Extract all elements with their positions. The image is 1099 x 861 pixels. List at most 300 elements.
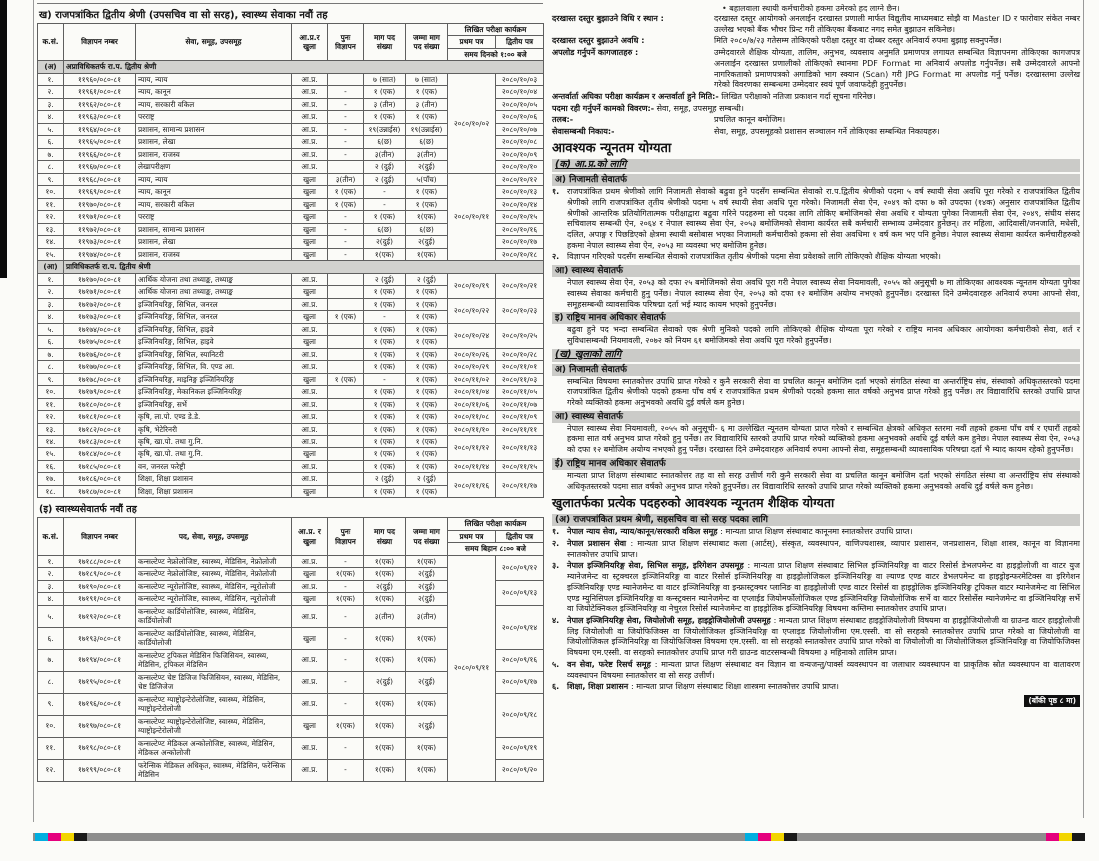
cell-post: आर्थिक योजना तथा तथ्याङ्क, तथ्याङ्क: [136, 286, 292, 298]
cell-demand: २ (दुई): [364, 273, 406, 285]
right-page-rule: [1083, 0, 1084, 818]
cell-second: २०८०/११/०३: [496, 373, 544, 385]
cell-adv: १७१८७/०८०-८१: [64, 485, 136, 497]
cell-post: प्रशासन, लेखा: [136, 136, 292, 148]
cell-first: २०८०/११/०६: [448, 398, 496, 410]
cell-first: २०८०/११/१६: [448, 473, 496, 498]
cell-demand: १(एक): [364, 248, 406, 260]
cell-total: १ (एक): [406, 348, 448, 360]
cell-post: परराष्ट्र: [136, 211, 292, 223]
open-nhrc-text: मान्यता प्राप्त शिक्षण संस्थाबाट स्नातकोत्तर तह वा सो सरह उत्तीर्ण गरी कुनै सरकारी सेवा वा प्रचलित कानून बमोजिम दर्ता भएको संगठित संस्था वा अन्तर्राष्ट्रिय संघ संस्थाको अधिकृतस्तरको पदमा सात वर्षको अनुभव प्राप्त गरेको हुनुपर्नेछ। तर विद्यावारिधि स्तरको उपाधि प्राप्त गरेको व्यक्तिको हकमा अनुभवको अवधि दुई वर्षले कम हुनेछ।: [567, 470, 1080, 491]
item-number: ५.: [552, 659, 560, 669]
cell-total: १ (एक): [406, 111, 448, 123]
item-text: राजपत्रांकित प्रथम श्रेणीको लागि निजामती सेवाको बढुवा हुने पदसँग सम्बन्धित सेवाको रा.प.द्वितीय श्रेणीको पदमा ५ वर्ष स्थायी सेवा अवधि पूरा गरेको र राजपत्रांकित द्वितीय श्रेणीको लागि राजपत्रांकित तृतीय श्रेणीको पदमा ५ वर्ष स्थायी सेवा अवधि पूरा गरेको। निजामती सेवा ऐन, २०४९ को दफा ७ को उपदफा (१४क) अनुसार राजपत्रांकित द्वितीय श्रेणीको आन्तरिक प्रतियोगितात्मक परीक्षाद्वारा बढुवा गरिने पदहरुमा सो पदका लागि तोकिए बमोजिमको सेवा अवधि र योग्यता पुगेका निजामती सेवा ऐन, २०४९, संघीय संसद सचिवालय सम्बन्धी ऐन, २०६४ र नेपाल स्वास्थ्य सेवा ऐन, २०५३ बमोजिमको सेवामा कार्यरत सबै कर्मचारी सम्भाव्य उम्मेदवार हुनेछन्। तर महिला, आदिवासी/जनजाति, मधेसी, दलित, अपाङ्ग र पिछडिएको क्षेत्रमा स्थायी बसोबास भएका निजामती कर्मचारीको हकमा सो सेवा अवधिमा १ वर्ष कम भए पनि हुनेछ। नेपाल स्वास्थ्य सेवामा कार्यरत कर्मचारीहरुको हकमा नेपाल स्वास्थ्य सेवा ऐन, २०५३ मा व्यवस्था भए बमोजिम हुनेछ।: [567, 187, 1080, 250]
cell-type: आ.प्र.: [292, 737, 328, 759]
cell-readv: [328, 411, 364, 423]
cell-second: २०८०/१०/२५: [496, 323, 544, 348]
vacancy-table-civil: [37, 23, 544, 498]
table-row: [38, 411, 544, 423]
job-description-label: पदमा रही गर्नुपर्ने कामको विवरण:-: [552, 103, 655, 113]
cell-total: ३ (तीन): [406, 98, 448, 110]
cell-sn: ८.: [38, 671, 64, 693]
apra-nhrc-text: बढुवा हुने पद भन्दा सम्बन्धित सेवाको एक श्रेणी मुनिको पदको लागि तोकिएको शैक्षिक योग्यता पूरा गरेको र राष्ट्रिय मानव अधिकार आयोगका कर्मचारीको सेवा, शर्त र सुविधासम्बन्धी नियमावली, २०७२ को नियम ६१ बमोजिमको सेवा अवधि पूरा गरेको हुनुपर्नेछ।: [567, 325, 1080, 346]
cell-post: कृषि, खा.पो. तथा गु.नि.: [136, 448, 292, 460]
cell-readv: -: [328, 236, 364, 248]
apra-civil-item-2: [552, 252, 1080, 263]
cell-sn: ८.: [38, 161, 64, 173]
item-description: : मान्यता प्राप्त शिक्षण संस्थाबाट सिभिल इञ्जिनियरिङ्ग वा वाटर रिसोर्स डेभलपमेन्ट वा हाइड्रोलोजी वा वाटर युज म्यानेजमेन्ट वा स्ट्रक्चरल इञ्जिनियरिङ्ग वा वाटर रिसोर्स इञ्जिनियरिङ्ग वा हाइड्रोलोजिकल इञ्जिनियरिङ्ग वा ल्याण्ड एण्ड वाटर डेभलपमेन्ट वा हाइड्रोइन्फरमेटिक्स वा इरिगेशन इञ्जिनियरिङ्ग एण्ड म्यानेजमेन्ट वा वाटर इञ्जिनियरिङ्ग वा इन्फ्रास्ट्रक्चर प्लानिङ वा हाइड्रोलोजी एण्ड वाटर रिसोर्स वा हाइड्रोलिक इञ्जिनियरिङ्ग ट्रपिकल वाटर म्यानेजमेन्ट वा सिभिल एण्ड म्युनिसिपल इञ्जिनियरिङ्ग वा कन्स्ट्रक्सन म्यानेजमेन्ट वा एप्लाईड जियोमर्फोलोजिकल एण्ड इञ्जिनियरिङ्ग जियोलोजिक सर्भे वा वाटर रिसोर्सेस म्यानेजमेन्ट वा इञ्जिनियरिङ्ग सर्भे वा जियोटेक्निकल इञ्जिनियरिङ्ग वा नेचुरल रिसोर्स म्यानेजमेन्ट वा हाइड्रोलिक इञ्जिनियरिङ्ग विषयमा कम्तिमा स्नातकोत्तर उपाधि प्राप्त।: [567, 561, 1080, 614]
cell-adv: १७१८६/०८०-८१: [64, 473, 136, 485]
cell-sn: २.: [38, 286, 64, 298]
cell-adv: १७१८५/०८०-८१: [64, 460, 136, 472]
cell-total: १९(उन्नाईस): [406, 123, 448, 135]
col-header-sn: क.सं.: [38, 24, 64, 61]
upload-docs-row: [552, 48, 1080, 91]
cell-adv: ११९७४/०८०-८१: [64, 248, 136, 260]
item-service-name: शिक्षा, शिक्षा प्रशासन: [567, 682, 631, 692]
cell-post: शिक्षा, शिक्षा प्रशासन: [136, 485, 292, 497]
cell-first: २०८०/१०/१९: [448, 273, 496, 298]
col-header-adv: विज्ञापन नम्बर: [64, 24, 136, 61]
cell-sn: ९.: [38, 693, 64, 715]
cell-sn: १५.: [38, 448, 64, 460]
cell-type: खुला: [292, 198, 328, 210]
cell-adv: १७१७३/०८०-८१: [64, 311, 136, 323]
cell-type: आ.प्र.: [292, 473, 328, 485]
cell-total: ६(छ): [406, 136, 448, 148]
fee-method-value: दरखास्त दस्तुर आयोगको अनलाईन दरखास्त प्रणाली मार्फत विद्युतीय माध्यमबाट सोझै वा Master ID र फारोवार संकेत नम्बर उल्लेख भएको बैंक भौचर प्रिन्ट गरी तोकिएका बैंकबाट नगद समेत बुझाउन सकिनेछ।: [714, 14, 1080, 34]
cell-second: २०८०/१०/०८: [496, 136, 544, 148]
cell-type: आ.प्र.: [292, 161, 328, 173]
cell-post: कन्सल्टेण्ट कार्डियोलोजिष्ट, स्वास्थ्य, मेडिसिन, कार्डियोलोजी: [136, 627, 292, 649]
cell-demand: १(एक): [364, 693, 406, 715]
cell-second: २०८०/११/१३: [496, 435, 544, 460]
cell-second: २०८०/१०/१६: [496, 223, 544, 235]
table-row: [38, 473, 544, 485]
health-table-body: [38, 555, 544, 781]
cell-sn: १६.: [38, 460, 64, 472]
item-service-name: नेपाल न्याय सेवा, न्याय/कानून/सरकारी वकिल समूह: [567, 527, 721, 537]
col-header-total: जम्मा माग पद संख्या: [406, 518, 448, 555]
cell-second: २०८०/१०/१०: [496, 161, 544, 173]
cell-readv: १ (एक): [328, 186, 364, 198]
cell-adv: १७१८३/०८०-८१: [64, 435, 136, 447]
cell-readv: [328, 286, 364, 298]
cyan-registration-square: [745, 833, 758, 841]
cell-total: १(एक): [406, 248, 448, 260]
item-description: : मान्यता प्राप्त शिक्षण संस्थाबाट हाइड्रोजियोलोजी विषयमा वा हाइड्रोजियोलोजी वा ग्राउन्ड वाटर हाइड्रोलोजी लिइ जियोलोजी वा जियोफिजिक्स वा जियोलोजिकल इञ्जिनियरिङ्ग वा एप्लाइड जियोलोजीमा एम.एस्सी. वा सो सरहको स्नातकोत्तर उपाधि प्राप्त गरेको वा जियोलोजी वा जियोलोजिकल इञ्जिनियरिङ्ग वा जियोफिजिक्स विषयमा एम.एस्सी. वा सो सरहको स्नातकोत्तर उपाधि प्राप्त गरेको वा जियोलोजी वा जियोलोजिकल इञ्जिनियरिङ्ग वा जियोफिजिक्स विषयमा एम.एस्सी. वा सरहको स्नातकोत्तर उपाधि प्राप्त गरी ग्राउन्ड वाटरसम्बन्धी विषयमा ३ महिनाको तालिम प्राप्त।: [567, 615, 1080, 658]
cell-post: प्रशासन, राजस्व: [136, 248, 292, 260]
fee-period-value: मिति २०८०/७/२३ गतेसम्म तोकिएको परीक्षा दस्तुर वा दोब्बर दस्तुर अनिवार्य रुपमा बुझाइ सक्नुपर्नेछ।: [714, 36, 1002, 46]
cell-post: इञ्जिनियरिङ्ग, माइनिङ्ग इञ्जिनियरिङ्ग: [136, 373, 292, 385]
cell-readv: १(एक): [328, 593, 364, 605]
cell-type: आ.प्र.: [292, 323, 328, 335]
cell-type: आ.प्र.: [292, 298, 328, 310]
cell-type: खुला: [292, 286, 328, 298]
cell-type: आ.प्र.: [292, 73, 328, 85]
black-registration-square: [784, 833, 797, 841]
cell-adv: १७१९८/०८०-८१: [64, 737, 136, 759]
cell-total: १ (एक): [406, 198, 448, 210]
cell-sn: १२.: [38, 211, 64, 223]
cell-readv: -: [328, 649, 364, 671]
cell-readv: -: [328, 627, 364, 649]
cell-second: २०८०/११/०७: [496, 398, 544, 410]
col-header-type: आ.प्र. र खुला: [292, 518, 328, 555]
cell-post: कन्सल्टेण्ट ग्याष्ट्रोइन्टेरोलोजिष्ट, स्वास्थ्य, मेडिसिन, ग्याष्ट्रोइन्टेरोलोजी: [136, 693, 292, 715]
item-service-name: नेपाल इञ्जिनियरिङ्ग सेवा, जियोलोजी समूह, हाइड्रोजियोलोजी उपसमूह: [567, 615, 774, 625]
cell-second: २०८०/१०/१३: [496, 186, 544, 198]
table-row: [38, 386, 544, 398]
cell-demand: १(एक): [364, 649, 406, 671]
job-description-value: सेवा, समूह, उपसमूह सम्बन्धी।: [656, 103, 744, 113]
table-row: [38, 73, 544, 85]
cell-total: १ (एक): [406, 373, 448, 385]
cell-total: १(एक): [406, 737, 448, 759]
cell-sn: ४.: [38, 311, 64, 323]
edu-qualification-items: [552, 527, 1080, 693]
cell-post: इञ्जिनियरिङ्ग, मेकानिकल इञ्जिनियरिङ्ग: [136, 386, 292, 398]
cell-total: २(दुई): [406, 580, 448, 592]
magenta-registration-square: [1046, 833, 1059, 841]
salary-row: [552, 115, 1080, 126]
cell-readv: -: [328, 86, 364, 98]
item-text: [567, 561, 1080, 615]
cell-type: खुला: [292, 248, 328, 260]
cell-adv: १७१९७/०८०-८१: [64, 715, 136, 737]
cell-sn: ७.: [38, 348, 64, 360]
cell-second: २०८०/११/०५: [496, 386, 544, 398]
cell-total: १ (एक): [406, 361, 448, 373]
cell-type: आ.प्र.: [292, 361, 328, 373]
cell-sn: १२.: [38, 411, 64, 423]
cell-second: २०८०/१०/०५: [496, 98, 544, 110]
cell-adv: १७१९३/०८०-८१: [64, 627, 136, 649]
cell-adv: ११९६४/०८०-८१: [64, 123, 136, 135]
cell-demand: १ (एक): [364, 336, 406, 348]
cell-sn: २.: [38, 568, 64, 580]
cell-readv: [328, 348, 364, 360]
cell-type: आ.प्र.: [292, 435, 328, 447]
cell-post: कृषि, भेटेरिनरी: [136, 423, 292, 435]
cell-adv: ११९७०/०८०-८१: [64, 198, 136, 210]
col-header-type: आ.प्र.र खुला: [292, 24, 328, 61]
cell-post: परराष्ट्र: [136, 111, 292, 123]
cell-readv: -: [328, 223, 364, 235]
cell-readv: -: [328, 671, 364, 693]
cell-total: २ (दुई): [406, 473, 448, 485]
upload-docs-value: उम्मेदवारले शैक्षिक योग्यता, तालिम, अनुभव, व्यवसाय अनुमति प्रमाणपत्र लगायत सम्बन्धित विज्ञापनमा तोकिएका कागजपत्र अनलाईन दरखास्त प्रणालीको तोकिएको स्थानमा PDF Format मा अनिवार्य अपलोड गर्नुपर्नेछ। सबै उम्मेदवारले आफ्नो नागरिकताको प्रमाणपत्रको अगाडिको भाग स्क्यान (Scan) गरी JPG Format मा अपलोड गर्नु पर्नेछ। दरखास्तमा उल्लेख गरेको विवरणका सम्बन्धमा उम्मेदवार स्वयं पूर्ण जवाफदेही हुनुपर्नेछ।: [714, 48, 1080, 90]
section-title: अप्राविधिकतर्फ रा.प. द्वितीय श्रेणी: [64, 61, 544, 73]
cell-total: १ (एक): [406, 298, 448, 310]
cell-sn: ८.: [38, 361, 64, 373]
cell-first: २०८०/११/०२: [448, 373, 496, 385]
cell-first: २०८०/१०/२६: [448, 348, 496, 360]
cell-type: आ.प्र.: [292, 649, 328, 671]
item-number: १.: [552, 527, 560, 537]
cell-second: २०८०/१०/१८: [496, 248, 544, 260]
apra-health-service-head: आ) स्वास्थ्य सेवातर्फ: [552, 265, 1080, 277]
salary-label: तलब:-: [552, 115, 574, 125]
col-header-total: जम्मा माग पद संख्या: [406, 24, 448, 61]
cell-total: २(दुई): [406, 715, 448, 737]
cell-readv: [328, 161, 364, 173]
cell-total: १(एक): [406, 649, 448, 671]
cell-second: २०८०/११/१५: [496, 460, 544, 472]
cell-post: कृषि, खा.पो. तथा गु.नि.: [136, 435, 292, 447]
cell-first: २०८०/१०/०२: [448, 73, 496, 173]
item-number: ६.: [552, 682, 560, 692]
cell-sn: १२.: [38, 759, 64, 781]
cell-total: १ (एक): [406, 186, 448, 198]
table-row: [38, 398, 544, 410]
col-header-exam-time: समय बिहान ८:०० बजे: [448, 543, 544, 555]
cell-adv: १७१७०/०८०-८१: [64, 273, 136, 285]
cell-total: २(दुई): [406, 236, 448, 248]
cell-type: आ.प्र.: [292, 398, 328, 410]
interview-schedule-label: अन्तर्वार्ता अघिका परीक्षा कार्यक्रम र अन्तर्वार्ता हुने मिति:-: [552, 92, 719, 102]
cell-readv: [328, 361, 364, 373]
col-header-post: पद, सेवा, समूह, उपसमूह: [136, 518, 292, 555]
cell-sn: ९.: [38, 373, 64, 385]
col-header-first-paper: प्रथम पत्र: [448, 36, 496, 48]
cell-total: १ (एक): [406, 411, 448, 423]
cell-sn: ७.: [38, 148, 64, 160]
cell-second: २०८०/१०/०४: [496, 86, 544, 98]
cell-sn: ६.: [38, 336, 64, 348]
cell-second: २०८०/०९/१२: [496, 555, 544, 580]
cell-second: २०८०/१०/०७: [496, 123, 544, 135]
cell-post: प्रशासन, राजस्व: [136, 148, 292, 160]
cell-readv: [328, 435, 364, 447]
cell-total: १(एक): [406, 693, 448, 715]
table-row: [38, 273, 544, 285]
age-limit-bullet: • बहालवाला स्थायी कर्मचारीको हकमा उमेरको हद लाग्ने छैन।: [722, 4, 900, 13]
cell-second: २०८०/०९/१९: [496, 737, 544, 759]
cell-demand: २(दुई): [364, 236, 406, 248]
cell-adv: १७१८१/०८०-८१: [64, 411, 136, 423]
cell-post: न्याय, न्याय: [136, 73, 292, 85]
cell-type: खुला: [292, 186, 328, 198]
cell-demand: १ (एक): [364, 448, 406, 460]
cell-total: १ (एक): [406, 286, 448, 298]
cell-type: खुला: [292, 211, 328, 223]
cell-adv: ११९६०/०८०-८१: [64, 73, 136, 85]
cell-post: न्याय, कानून: [136, 86, 292, 98]
magenta-registration-square: [758, 833, 771, 841]
cell-readv: -: [328, 111, 364, 123]
cell-readv: -: [328, 759, 364, 781]
yellow-registration-square: [771, 833, 784, 841]
cell-second: २०८०/११/१७: [496, 473, 544, 498]
cell-post: न्याय, न्याय: [136, 173, 292, 185]
cell-sn: ७.: [38, 649, 64, 671]
col-header-demand: माग पद संख्या: [364, 24, 406, 61]
cell-demand: ६(छ): [364, 223, 406, 235]
item-description: : मान्यता प्राप्त शिक्षण संस्थाबाट शिक्षा शास्त्रमा स्नातकोत्तर उपाधि प्राप्त।: [630, 682, 839, 692]
item-number: २.: [552, 252, 560, 262]
cell-readv: ३(तीन): [328, 173, 364, 185]
cell-total: १(एक): [406, 211, 448, 223]
col-header-post: सेवा, समूह, उपसमूह: [136, 24, 292, 61]
scan-edge-strip: [0, 0, 7, 278]
cell-demand: १ (एक): [364, 211, 406, 223]
col-header-exam: लिखित परीक्षा कार्यक्रम: [448, 518, 544, 530]
cell-total: २ (दुई): [406, 273, 448, 285]
cell-demand: १ (एक): [364, 386, 406, 398]
cell-adv: १७१९९/०८०-८१: [64, 759, 136, 781]
cell-type: आ.प्र.: [292, 136, 328, 148]
upload-docs-label: अपलोड गर्नुपर्ने कागजातहरु :: [552, 48, 639, 58]
cell-total: १(एक): [406, 759, 448, 781]
cell-adv: ११९६३/०८०-८१: [64, 111, 136, 123]
item-text: [567, 616, 1080, 659]
cell-type: आ.प्र.: [292, 423, 328, 435]
cell-type: आ.प्र.: [292, 386, 328, 398]
cell-second: २०८०/०९/१३: [496, 580, 544, 605]
cell-readv: [328, 398, 364, 410]
table-row: [38, 323, 544, 335]
table-row: [38, 555, 544, 567]
cell-adv: ११९७१/०८०-८१: [64, 211, 136, 223]
cell-adv: १७१७६/०८०-८१: [64, 348, 136, 360]
interview-schedule-row: [552, 92, 1080, 103]
cell-second: २०८०/०९/२०: [496, 759, 544, 781]
cell-second: २०८०/१०/०६: [496, 111, 544, 123]
job-description-row: [552, 104, 1080, 115]
cell-adv: १७१९४/०८०-८१: [64, 649, 136, 671]
cell-demand: -: [364, 311, 406, 323]
cell-total: १ (एक): [406, 386, 448, 398]
page-title: ख) राजपत्रांकित द्वितीय श्रेणी (उपसचिव वा सो सरह), स्वास्थ्य सेवाका नवौं तह: [39, 10, 328, 21]
cyan-registration-square: [35, 833, 48, 841]
table-row: [38, 435, 544, 447]
cell-sn: १.: [38, 273, 64, 285]
cell-total: १ (एक): [406, 423, 448, 435]
cell-total: ३(तीन): [406, 605, 448, 627]
cell-adv: १७१८४/०८०-८१: [64, 448, 136, 460]
cell-type: खुला: [292, 311, 328, 323]
cell-demand: २ (दुई): [364, 173, 406, 185]
cell-first: २०८०/११/०४: [448, 386, 496, 398]
cell-post: कन्सल्टेण्ट न्यूरोलोजिष्ट, स्वास्थ्य, मेडिसिन, न्यूरोलोजी: [136, 580, 292, 592]
vacancy-table-health: [37, 517, 544, 781]
item-description: : मान्यता प्राप्त शिक्षण संस्थाबाट कला (आर्टस्), संस्कृत, व्यवस्थापन, वाणिज्यशास्त्र, व्यापार प्रशासन, जनप्रशासन, शिक्षा शास्त्र, कानून वा विज्ञानमा स्नातकोत्तर उपाधि प्राप्त।: [567, 538, 1080, 559]
cell-demand: २ (दुई): [364, 161, 406, 173]
col-header-first-paper: प्रथम पत्र: [448, 530, 496, 542]
first-class-band: (अ) राजपत्रांकित प्रथम श्रेणी, सहसचिव वा सो सरह पदका लागि: [552, 514, 1080, 526]
cell-readv: -: [328, 123, 364, 135]
table-row: [38, 173, 544, 185]
fee-period-label: दरखास्त दस्तुर बुझाउने अवधि :: [552, 36, 645, 46]
item-number: १.: [552, 187, 560, 197]
cell-readv: १ (एक): [328, 311, 364, 323]
cell-post: प्रशासन, सामान्य प्रशासन: [136, 123, 292, 135]
cell-total: १(एक): [406, 627, 448, 649]
cell-type: आ.प्र.: [292, 111, 328, 123]
cell-demand: १ (एक): [364, 460, 406, 472]
cell-sn: २.: [38, 86, 64, 98]
cell-readv: [328, 460, 364, 472]
cell-demand: २ (दुई): [364, 473, 406, 485]
left-page-rule: [33, 0, 34, 822]
cell-sn: ९.: [38, 173, 64, 185]
cell-demand: १ (एक): [364, 398, 406, 410]
col-header-readv: पुनः विज्ञापन: [328, 24, 364, 61]
table-row: [38, 348, 544, 360]
cell-sn: १०.: [38, 715, 64, 737]
section-label: (आ): [38, 261, 64, 273]
cell-readv: [328, 273, 364, 285]
item-text: [567, 660, 1080, 681]
cell-demand: १ (एक): [364, 323, 406, 335]
cell-demand: ३(तीन): [364, 605, 406, 627]
edu-qualification-item: [552, 616, 1080, 659]
cell-type: खुला: [292, 336, 328, 348]
cell-first: २०८०/११/१२: [448, 435, 496, 460]
cell-readv: -: [328, 136, 364, 148]
cell-demand: १ (एक): [364, 435, 406, 447]
cell-readv: -: [328, 211, 364, 223]
apra-health-text: नेपाल स्वास्थ्य सेवा ऐन, २०५३ को दफा २५ बमोजिमको सेवा अवधि पूरा गरी नेपाल स्वास्थ्य सेवा नियमावली, २०५५ को अनुसूची ७ मा तोकिएका आवश्यक न्यूनतम योग्यता पुगेका स्वास्थ्य सेवाका कर्मचारी हुनु पर्नेछ। नेपाल स्वास्थ्य सेवा ऐन, २०५३ को दफा १२ बमोजिम अयोग्य नभएको हुनुपर्नेछ। दरखास्त दिने उम्मेदवारहरु अनिवार्य रुपमा आफ्नो सेवा, समूहसम्बन्धी व्यावसायिक परिषद्मा दर्ता भई म्याद कायम भएको हुनुपर्नेछ।: [567, 278, 1080, 309]
cell-demand: -: [364, 198, 406, 210]
cell-post: न्याय, कानून: [136, 186, 292, 198]
cell-type: खुला: [292, 627, 328, 649]
cell-demand: ३ (तीन): [364, 98, 406, 110]
cell-demand: २(दुई): [364, 580, 406, 592]
cell-demand: १(एक): [364, 627, 406, 649]
cell-sn: १४.: [38, 236, 64, 248]
cell-second: २०८०/१०/१७: [496, 236, 544, 248]
fee-method-label: दरखास्त दस्तुर बुझाउने विधि र स्थान :: [552, 14, 664, 23]
cell-demand: १ (एक): [364, 423, 406, 435]
cell-sn: १४.: [38, 435, 64, 447]
cell-sn: १.: [38, 555, 64, 567]
salary-value: प्रचलित कानून बमोजिम।: [714, 115, 786, 125]
edu-qualification-item: [552, 561, 1080, 615]
col-header-demand: माग पद संख्या: [364, 518, 406, 555]
cell-adv: १७१७१/०८०-८१: [64, 286, 136, 298]
cell-type: आ.प्र.: [292, 411, 328, 423]
cell-readv: [328, 73, 364, 85]
service-body-label: सेवासम्बन्धी निकाय:-: [552, 127, 615, 137]
cell-sn: ३.: [38, 298, 64, 310]
cell-sn: १.: [38, 73, 64, 85]
yellow-registration-square: [61, 833, 74, 841]
cell-first: २०८०/१०/११: [448, 173, 496, 260]
cell-readv: [328, 448, 364, 460]
cell-total: २(दुई): [406, 568, 448, 580]
cell-type: खुला: [292, 223, 328, 235]
cell-total: १ (एक): [406, 398, 448, 410]
cell-second: २०८०/०९/१६: [496, 649, 544, 671]
item-service-name: नेपाल इञ्जिनियरिङ्ग सेवा, सिभिल समूह, इरिगेशन उपसमूह: [567, 561, 748, 571]
cell-first: २०८०/११/१४: [448, 460, 496, 472]
cell-adv: १७१९१/०८०-८१: [64, 593, 136, 605]
cell-adv: १७१९२/०८०-८१: [64, 605, 136, 627]
edu-qualification-heading: खुलातर्फका प्रत्येक पदहरुको आवश्यक न्यूनतम शैक्षिक योग्यता: [552, 495, 835, 511]
cell-readv: [328, 336, 364, 348]
cell-adv: १७१७८/०८०-८१: [64, 373, 136, 385]
open-competition-band: (ख) खुलाको लागि: [552, 349, 1080, 362]
cell-adv: ११९६५/०८०-८१: [64, 136, 136, 148]
cell-post: इञ्जिनियरिङ्ग, सिभिल, वि. एण्ड आ.: [136, 361, 292, 373]
item-service-name: नेपाल प्रशासन सेवा: [567, 538, 631, 548]
cell-readv: [328, 473, 364, 485]
section-label: (अ): [38, 61, 64, 73]
cell-type: आ.प्र.: [292, 460, 328, 472]
item-service-name: वन सेवा, फरेष्ट रिसर्च समूह: [567, 659, 655, 669]
